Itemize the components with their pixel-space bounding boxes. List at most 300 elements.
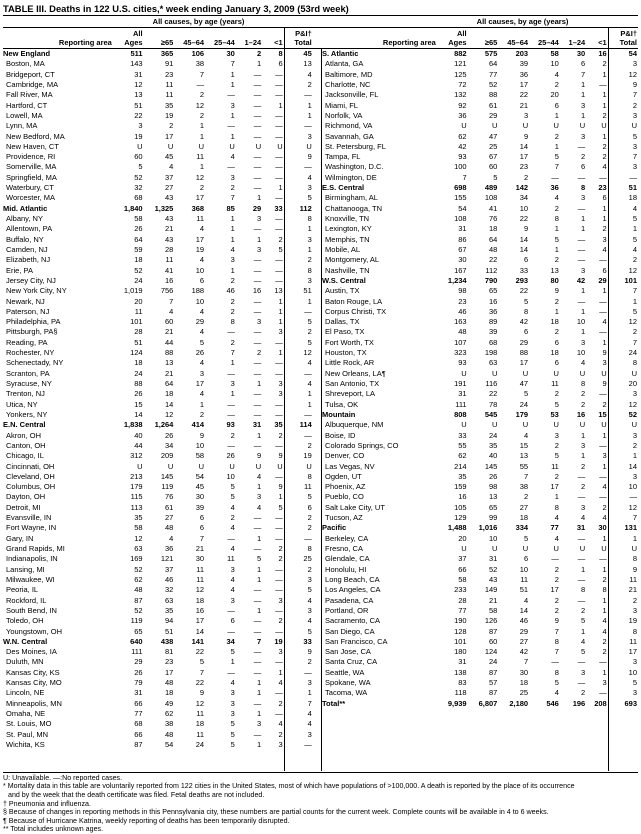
value-cell: 29 [519,337,529,347]
value-cell: 5 [554,399,559,409]
value-cell: 12 [628,399,637,409]
value-cell: 5 [262,245,284,255]
col-header-top-right-2 [498,28,529,39]
reporting-area-cell: Hartford, CT [6,100,48,110]
value-cell: 30 [226,49,235,58]
value-cell: U [461,121,467,131]
value-cell: 3 [230,255,235,265]
value-cell: 4 [307,358,312,368]
value-cell: 11 [165,255,174,265]
value-cell: 2 [199,409,205,419]
value-cell: 4 [581,513,586,523]
reporting-area-cell: Charlotte, NC [325,79,371,89]
value-cell: 1 [581,430,586,440]
value-cell: 27 [165,513,174,523]
value-cell: 27 [165,183,174,193]
value-cell: 2 [554,296,559,306]
value-cell: 3 [307,678,312,688]
value-cell: 24 [519,399,529,409]
value-cell: 1 [230,657,235,667]
value-cell: — [227,368,235,378]
value-cell: — [227,90,235,100]
value-cell: — [253,595,262,605]
value-cell: 64 [489,59,498,69]
value-cell: 18 [134,358,143,368]
value-cell: 2 [581,605,586,615]
value-cell: 6 [199,513,205,523]
value-cell: 76 [165,492,174,502]
value-cell: 99 [489,513,498,523]
col-header-top-right-6: P&I† [620,29,637,38]
value-cell: 39 [489,327,498,337]
value-cell: 5 [199,337,205,347]
value-cell: 3 [138,121,143,131]
value-cell: 65 [489,286,498,296]
value-cell: 5 [523,533,529,543]
reporting-area-cell: Evansville, IN [6,513,52,523]
value-cell: 4 [554,513,559,523]
table-row [3,699,638,709]
value-cell: 9 [586,379,608,389]
value-cell: 24 [628,348,637,358]
value-cell: 3 [307,234,312,244]
value-cell: 8 [581,379,586,388]
value-cell [608,761,638,771]
value-cell: 4 [523,430,529,440]
value-cell: 209 [160,451,174,461]
value-cell: 489 [484,183,498,193]
reporting-area-cell: Portland, OR [325,605,369,615]
table-row [3,224,638,234]
value-cell: 1 [262,348,284,358]
value-cell: U [306,141,312,151]
value-cell: 3 [307,275,312,285]
value-cell: 3 [586,358,608,368]
value-cell [608,719,638,729]
value-cell [608,740,638,750]
value-cell: 51 [303,286,312,296]
value-cell: 575 [484,49,498,58]
value-cell: 1 [199,399,205,409]
value-cell: 55 [458,440,467,450]
value-cell: 365 [160,49,174,58]
value-cell: 21 [165,224,174,234]
value-cell: U [579,368,586,378]
value-cell: 698 [454,183,467,193]
reporting-area-cell: Kansas City, MO [6,678,62,688]
value-cell: 3 [581,667,586,677]
value-cell: U [137,141,143,151]
value-cell: 37 [458,554,467,564]
value-cell: 9 [257,451,262,461]
value-cell: 6 [581,162,586,172]
col-header-top-left-2 [174,28,205,39]
reporting-area-cell: Tulsa, OK [325,399,359,409]
value-cell: 87 [134,739,143,749]
value-cell: 18 [550,317,559,327]
value-cell: 44 [165,337,174,347]
value-cell: 4 [581,358,586,368]
value-cell: 23 [458,296,467,306]
value-cell: 37 [165,172,174,182]
table-row [3,513,638,523]
value-cell: 203 [515,49,529,58]
value-cell: — [253,399,262,409]
table-row [3,688,638,698]
value-cell: 65 [134,626,143,636]
value-cell: 61 [489,100,498,110]
value-cell: 108 [454,214,467,223]
value-cell: 62 [165,709,174,718]
reporting-area-cell: Phoenix, AZ [325,482,366,492]
value-cell: 62 [458,131,467,141]
value-cell: 1 [581,451,586,461]
value-cell: 52 [134,564,143,574]
reporting-area-cell: Birmingham, AL [325,193,378,203]
value-cell: 20 [458,533,467,543]
value-cell: 17 [550,482,559,492]
value-cell: — [253,647,262,657]
value-cell: 8 [307,544,312,553]
value-cell: 1 [632,533,637,543]
value-cell: 4 [586,616,608,626]
reporting-area-cell: El Paso, TX [325,327,365,337]
reporting-area-cell: Milwaukee, WI [6,574,55,584]
value-cell: — [586,297,608,307]
reporting-area-cell: Fort Worth, TX [325,337,374,347]
value-cell: 26 [165,430,174,440]
value-cell: 37 [165,564,174,574]
value-cell: 11 [134,306,143,316]
reporting-area-cell: St. Petersburg, FL [325,141,386,151]
value-cell: 107 [454,337,467,347]
value-cell: — [586,80,608,90]
value-cell: 1 [257,709,262,718]
value-cell: 4 [257,471,262,481]
reporting-area-cell: Norfolk, VA [325,110,363,120]
value-cell: 11 [196,214,205,223]
value-cell: 30 [195,492,205,502]
value-cell: 3 [632,430,637,440]
value-cell: 34 [519,193,529,203]
value-cell: 1,488 [447,523,467,533]
value-cell: 1 [581,564,586,574]
value-cell: 11 [551,461,559,471]
value-cell: 18 [165,688,174,698]
table-row [3,420,638,430]
reporting-area-cell: Peoria, IL [6,585,39,595]
table-header [3,16,638,49]
value-cell: 1,264 [154,420,174,430]
value-cell [498,761,529,771]
value-cell: 129 [454,513,467,523]
footnote: § Because of changes in reporting methods in this Pennsylvania city, these numbers are partial counts for the current week. Complete counts will be available in 4 to 6 weeks. [3,808,549,817]
value-cell: — [253,327,262,337]
value-cell: 28 [165,244,174,254]
value-cell: 1 [586,606,608,616]
value-cell: 233 [454,585,467,595]
value-cell: 4 [199,306,205,316]
value-cell: 4 [586,245,608,255]
value-cell: — [577,244,586,254]
value-cell: 12 [165,409,174,419]
value-cell: 1,016 [478,523,498,533]
table-row [3,534,638,544]
reporting-area-cell: Baltimore, MD [325,69,373,79]
value-cell: 9 [199,430,205,440]
value-cell: 33 [519,265,529,275]
table-row [3,369,638,379]
value-cell: U [522,368,529,378]
value-cell: 21 [519,100,529,110]
value-cell: — [629,172,637,182]
reporting-area-cell: Providence, RI [6,152,56,162]
col-header-left-5: <1 [262,38,284,49]
value-cell: 52 [628,409,637,419]
value-cell: 3 [230,688,235,698]
value-cell: 31 [134,688,143,698]
value-cell: 27 [519,636,529,646]
value-cell: 1,840 [123,203,143,213]
reporting-area-cell: Ogden, UT [325,471,362,481]
value-cell: 12 [628,265,637,275]
value-cell: — [262,162,284,172]
value-cell: 4 [262,678,284,688]
value-cell: 121 [454,59,467,69]
value-cell: 17 [195,234,205,244]
value-cell: 11 [303,482,312,492]
value-cell: — [253,296,262,306]
table-row [3,276,638,286]
reporting-area-cell: Camden, NJ [6,244,48,254]
value-cell [529,740,560,750]
value-cell: 13 [519,451,529,461]
value-cell: 1 [262,307,284,317]
value-cell: 4 [586,162,608,172]
value-cell: — [253,172,262,182]
value-cell: 101 [454,636,467,646]
table-row [3,503,638,513]
value-cell: 30 [195,554,205,564]
value-cell: 8 [632,358,637,368]
value-cell: 2 [586,637,608,647]
reporting-area-cell: Richmond, VA [325,121,373,131]
reporting-area-cell: Santa Cruz, CA [325,657,378,667]
value-cell [468,730,499,740]
value-cell: 13 [303,59,312,69]
value-cell: — [253,667,262,677]
table-row [3,441,638,451]
value-cell: — [262,575,284,585]
reporting-area-cell: Elizabeth, NJ [6,255,51,265]
value-cell: 6 [199,523,205,533]
value-cell: — [262,400,284,410]
value-cell: 80 [550,275,559,285]
value-cell: 7 [632,152,637,162]
value-cell: 2 [581,399,586,409]
value-cell: 1 [581,214,586,223]
value-cell: 16 [195,605,205,615]
value-cell: U [137,461,143,471]
group-label-right: All causes, by age (years) [437,16,608,28]
value-cell: 86 [458,234,467,244]
value-cell: 51 [165,626,174,636]
value-cell: — [262,80,284,90]
value-cell: 31 [252,420,262,430]
value-cell: 3 [262,596,284,606]
value-cell: 4 [262,719,284,729]
value-cell: 3 [257,214,262,223]
value-cell: 1 [586,565,608,575]
reporting-area-cell: Utica, NY [6,399,38,409]
reporting-area-cell: S. Atlantic [322,49,359,58]
value-cell: — [253,100,262,110]
value-cell: 3 [581,440,586,450]
table-row [3,297,638,307]
value-cell: 1 [307,244,312,254]
value-cell: 5 [554,678,559,688]
value-cell: 119 [130,616,143,626]
value-cell [437,719,468,729]
value-cell: 1 [257,234,262,244]
value-cell: 2 [307,255,312,265]
value-cell: — [262,132,284,142]
value-cell: 2 [523,492,529,502]
value-cell: 1 [581,224,586,234]
value-cell: — [577,492,586,502]
value-cell: 7 [581,69,586,79]
value-cell: 2 [581,152,586,162]
reporting-area-cell: W.S. Central [322,275,366,285]
value-cell: 2 [199,90,205,100]
value-cell: 4 [554,69,559,79]
value-cell: 60 [489,162,498,172]
value-cell: 6 [523,554,529,564]
value-cell: 1 [586,101,608,111]
value-cell: 7 [230,348,235,358]
value-cell: 131 [624,523,637,533]
value-cell [529,719,560,729]
value-cell [437,730,468,740]
value-cell: U [198,141,205,151]
value-cell: 1 [554,141,559,151]
value-cell: 3 [581,265,586,275]
value-cell: 3 [230,709,235,718]
value-cell: 10 [226,471,235,481]
reporting-area-cell: Rockford, IL [6,595,47,605]
value-cell: 2 [230,513,235,523]
table-row [3,410,638,420]
value-cell: 26 [134,667,143,677]
table-row [3,492,638,502]
value-cell: — [586,389,608,399]
value-cell: 20 [628,379,637,388]
reporting-area-cell: Boise, ID [325,430,356,440]
reporting-area-cell: Lynn, MA [6,121,38,131]
value-cell: 149 [484,585,498,595]
col-header-right-5: <1 [586,38,608,49]
value-cell: 4 [169,533,174,543]
value-cell: 16 [586,49,608,60]
value-cell [236,761,262,771]
value-cell: — [253,389,262,399]
value-cell: 2 [262,544,284,554]
value-cell: U [491,544,498,553]
table-row [3,657,638,667]
reporting-area-cell: E.N. Central [3,420,46,430]
table-row [3,286,638,296]
table-row [3,462,638,472]
value-cell: 180 [454,647,467,657]
table-row [3,204,638,214]
reporting-area-cell: Buffalo, NY [6,234,44,244]
value-cell: 39 [195,502,205,512]
value-cell: 18 [628,193,637,203]
value-cell: 5 [307,317,312,327]
value-cell: 1 [257,688,262,698]
value-cell: 159 [454,482,467,492]
footnote: U: Unavailable. —:No reported cases. [3,773,123,782]
col-header-left-3: 25–44 [205,38,236,49]
value-cell: 42 [576,275,586,285]
value-cell: 5 [307,337,312,347]
value-cell: 145 [484,461,498,471]
value-cell: 3 [230,172,235,182]
reporting-area-cell: Albuquerque, NM [325,420,384,430]
reporting-area-cell: Shreveport, LA [325,389,376,399]
col-header-right-2: 45–64 [498,38,529,49]
value-cell: 9 [262,451,284,461]
value-cell: U [586,121,608,131]
reporting-area-cell: Boston, MA [6,59,45,69]
value-cell: U [306,461,312,471]
reporting-area-cell: Corpus Christi, TX [325,306,387,316]
value-cell: 132 [454,90,467,100]
value-cell: 4 [586,482,608,492]
value-cell: — [262,193,284,203]
value-cell: 2,180 [509,698,529,708]
value-cell: 1 [257,482,262,492]
col-header-top-left-6: P&I† [295,29,312,38]
value-cell: 2 [307,564,312,574]
value-cell: 3 [230,100,235,110]
value-cell: 72 [458,79,467,89]
value-cell: U [167,461,174,471]
value-cell: 3 [262,327,284,337]
value-cell [468,719,499,729]
value-cell: — [577,141,586,151]
value-cell: 1 [586,534,608,544]
value-cell: — [577,574,586,584]
reporting-area-cell: Glendale, CA [325,554,370,564]
table-row [3,307,638,317]
reporting-area-cell [322,761,437,771]
value-cell: 1 [199,162,205,172]
value-cell: U [198,461,205,471]
value-cell: 5 [307,585,312,595]
reporting-area-cell: Tucson, AZ [325,513,363,523]
value-cell [437,740,468,750]
value-cell: 6 [586,266,608,276]
value-cell: 63 [165,595,174,605]
value-cell: U [229,141,235,151]
value-cell: 2 [307,440,312,450]
value-cell: 22 [519,90,529,100]
value-cell: 54 [165,739,174,749]
value-cell: — [253,409,262,419]
table-body [3,49,638,771]
table-row [3,49,638,60]
